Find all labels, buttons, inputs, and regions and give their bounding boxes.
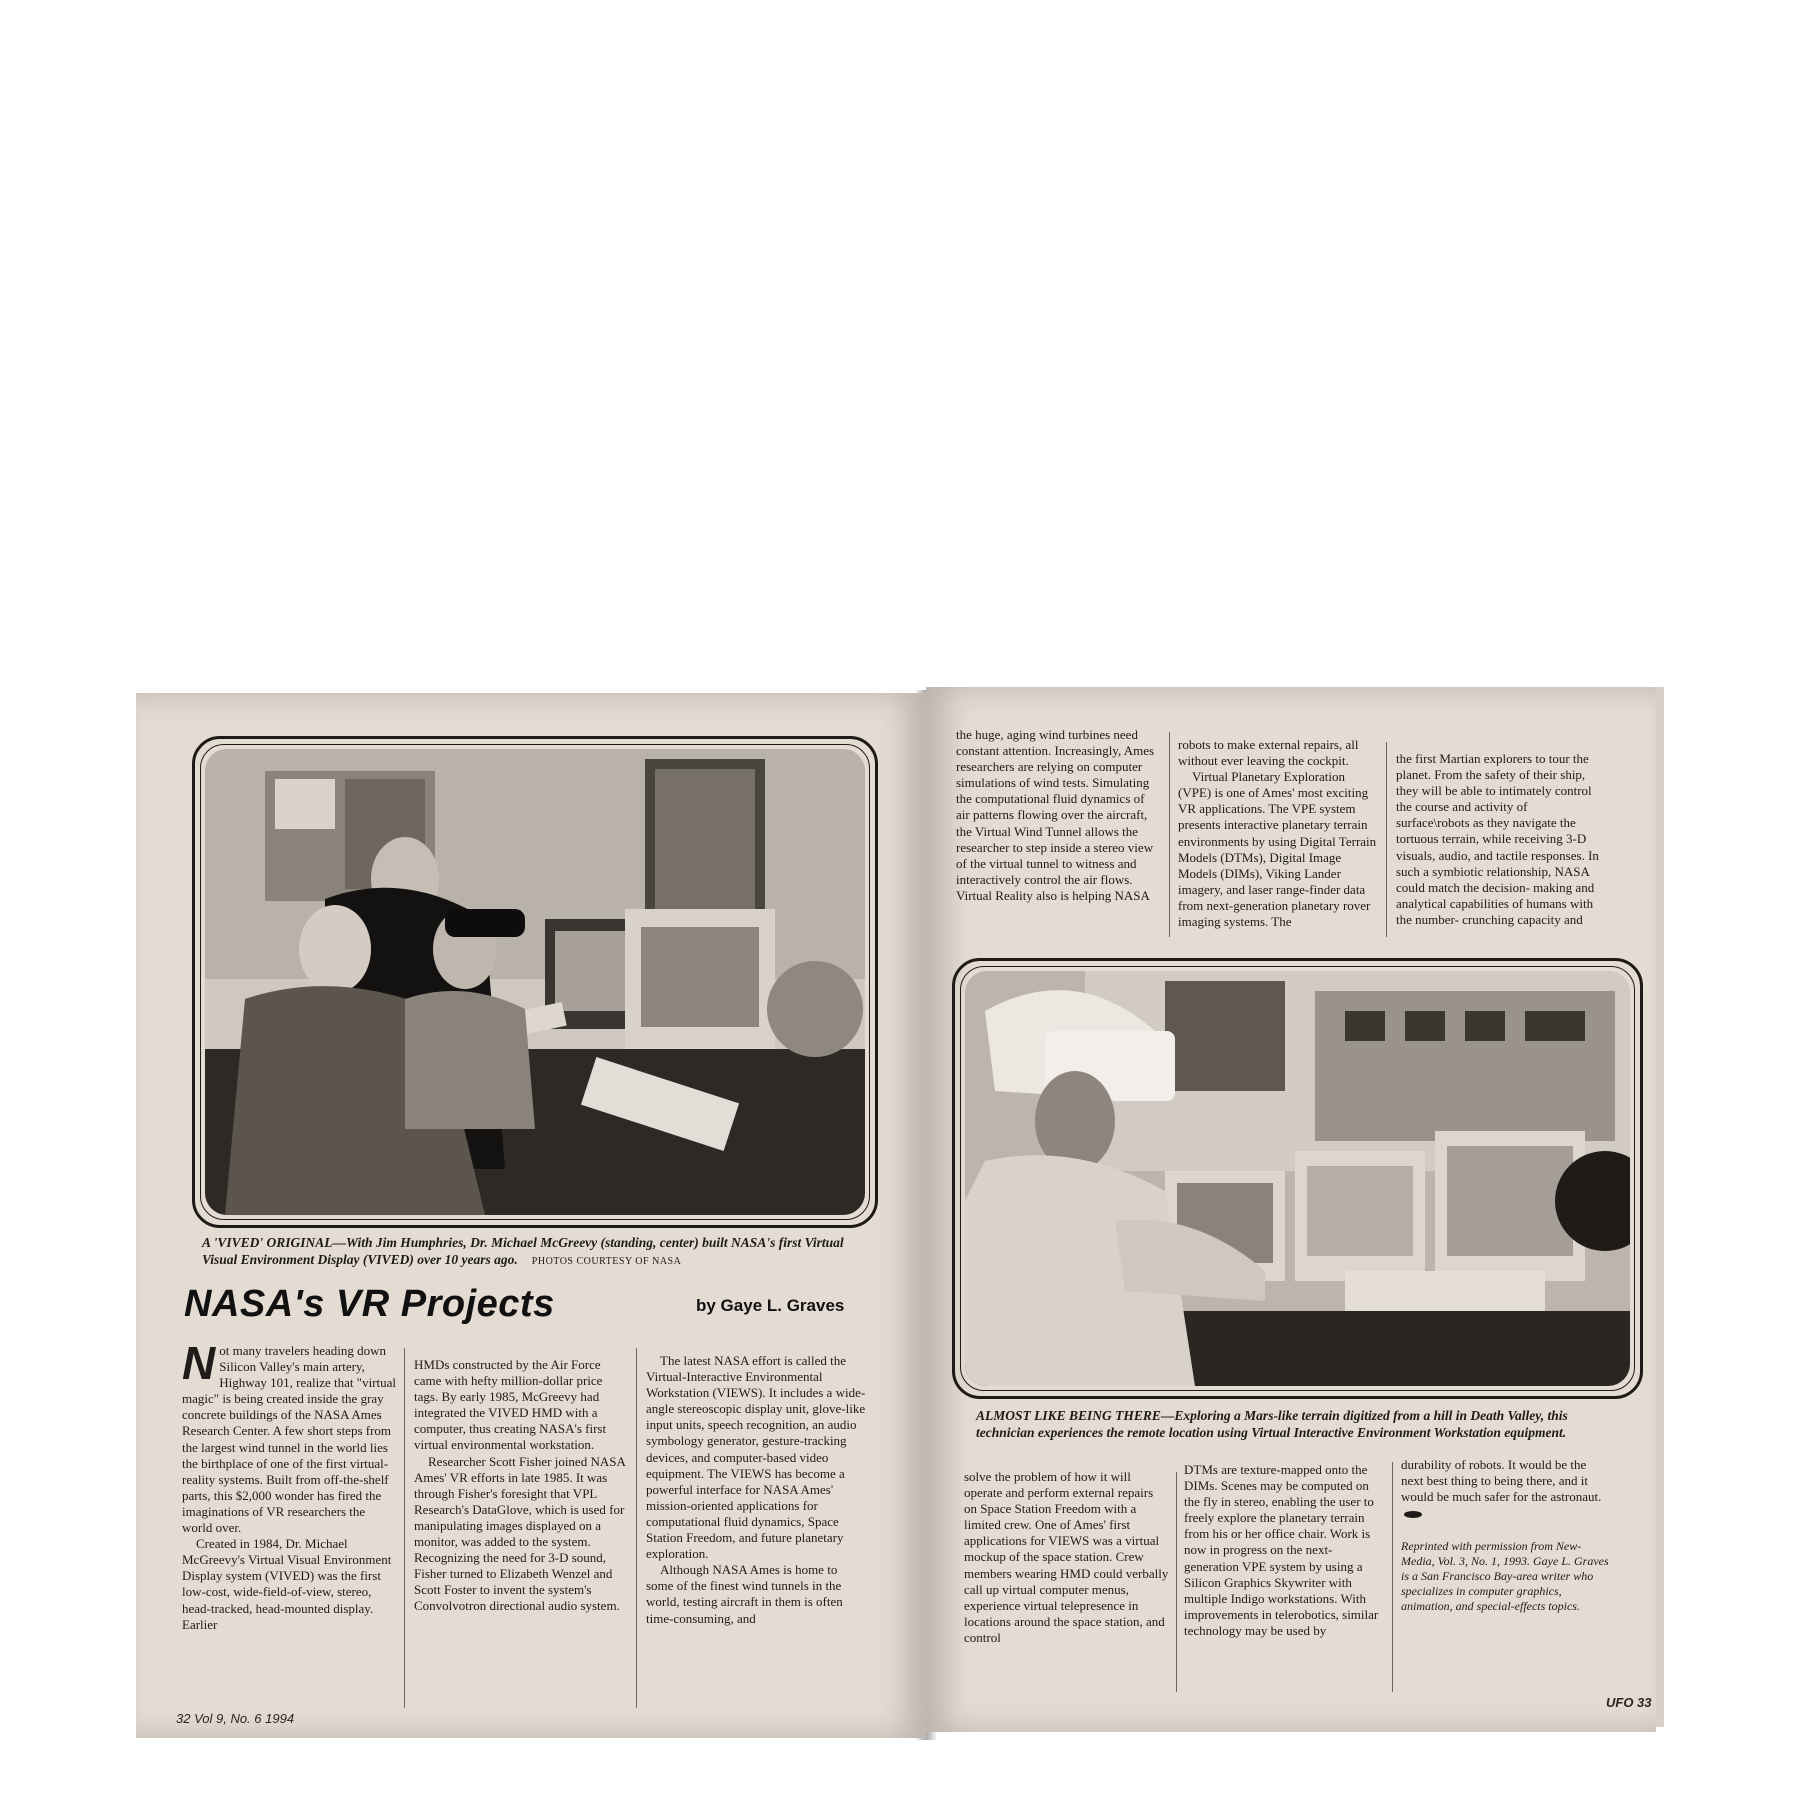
left-page — [136, 693, 926, 1738]
vived-caption-text: A 'VIVED' ORIGINAL—With Jim Humphries, Dr. Michael McGreevy (standing, center) built NASA's first Virtual Visual Environment Display (VIVED) over 10 years ago. — [202, 1235, 844, 1267]
left-column-2 — [414, 1357, 628, 1615]
right-top-column-1 — [956, 727, 1161, 904]
views-photo — [965, 971, 1630, 1386]
reprint-note: Reprinted with permission from New-Media, Vol. 3, No. 1, 1993. Gaye L. Graves is a San Francisco Bay-area writer who specializes in computer graphics, animation, and special-effects topics. — [1401, 1539, 1609, 1614]
photo-credit: PHOTOS COURTESY OF NASA — [531, 1256, 682, 1267]
end-mark-icon — [1404, 1511, 1422, 1518]
left-column-1 — [182, 1337, 397, 1633]
paragraph: The latest NASA effort is called the Virtual-Interactive Environmental Workstation (VIEWS). It includes a wide-angle stereoscopic display unit, glove-like input units, speech recognition, an audio symbology generator, gesture-tracking devices, and computer-based video equipment. The VIEWS has become a powerful interface for NASA Ames' mission-oriented applications for computational fluid dynamics, Space Station Freedom, and future planetary exploration. — [646, 1353, 866, 1562]
paragraph: the first Martian explorers to tour the planet. From the safety of their ship, they will be able to intimately control the course and activity of surface\robots as they navigate the tortuous terrain, while receiving 3-D visuals, audio, and tactile responses. In such a symbiotic relationship, NASA could match the decision- making and analytical capabilities of humans with the number- crunching capacity and — [1396, 751, 1599, 927]
article-byline: by Gaye L. Graves — [696, 1296, 845, 1315]
vived-photo — [205, 749, 865, 1215]
column-rule — [636, 1348, 637, 1708]
left-column-3 — [646, 1353, 866, 1627]
views-photo-frame — [952, 958, 1643, 1399]
right-bottom-column-1 — [964, 1469, 1169, 1646]
paragraph: the huge, aging wind turbines need constant attention. Increasingly, Ames researchers are relying on computer simulations of wind tests. Simulating the computational fluid dynamics of air patterns flowing over the aircraft, the Virtual Wind Tunnel allows the researcher to step inside a stereo view of the virtual tunnel to witness and interactively control the air flows. Virtual Reality also is helping NASA — [956, 727, 1155, 903]
right-top-column-2 — [1178, 737, 1378, 930]
paragraph: solve the problem of how it will operate and perform external repairs on Space Station Freedom with a limited crew. One of Ames' first applications for VIEWS was a virtual mockup of the space station. Crew members wearing HMD could verbally call up virtual computer menus, experience virtual telepresence in locations around the space station, and control — [964, 1469, 1169, 1645]
column-rule — [1176, 1472, 1177, 1692]
left-folio: 32 Vol 9, No. 6 1994 — [176, 1711, 295, 1726]
paragraph-text: ot many travelers heading down Silicon Valley's main artery, Highway 101, realize that "virtual magic" is being created inside the gray concrete buildings of the NASA Ames Research Center. A few short steps from the largest wind tunnel in the world lies the birthplace of one of the first virtual-reality systems. Built from off-the-shelf parts, this $2,000 wonder has fired the imaginations of VR researchers the world over. — [182, 1343, 397, 1536]
right-bottom-column-2 — [1184, 1462, 1384, 1639]
right-page — [926, 687, 1656, 1732]
vived-photo-caption — [202, 1234, 882, 1270]
article-headline: NASA's VR Projects — [184, 1283, 555, 1325]
column-rule — [1169, 732, 1170, 937]
right-top-column-3 — [1396, 751, 1601, 928]
paragraph: Although NASA Ames is home to some of the finest wind tunnels in the world, testing aircraft in them is often time-consuming, and — [646, 1562, 843, 1626]
column-rule — [404, 1348, 405, 1708]
right-folio: UFO 33 — [1606, 1695, 1652, 1710]
paragraph: robots to make external repairs, all without ever leaving the cockpit. — [1178, 737, 1359, 769]
paragraph: HMDs constructed by the Air Force came with hefty million-dollar price tags. By early 1985, McGreevy had integrated the VIVED HMD with a computer, thus creating NASA's first virtual environmental workstation. — [414, 1357, 607, 1453]
paragraph — [182, 1337, 397, 1536]
paragraph-text: durability of robots. It would be the next best thing to being there, and it would be much safer for the astronaut. — [1401, 1457, 1602, 1505]
column-rule — [1392, 1462, 1393, 1692]
right-bottom-column-3 — [1401, 1457, 1611, 1614]
paragraph: DTMs are texture-mapped onto the DIMs. Scenes may be computed on the fly in stereo, enabling the user to freely explore the planetary terrain from his or her office chair. Work is now in progress on the next-generation VPE system by using a Silicon Graphics Skywriter with multiple Indigo workstations. With improvements in telerobotics, similar technology may be used by — [1184, 1462, 1379, 1638]
paragraph: Researcher Scott Fisher joined NASA Ames' VR efforts in late 1985. It was through Fisher's foresight that VPL Research's DataGlove, which is used for manipulating images displayed on a monitor, was added to the system. Recognizing the need for 3-D sound, Fisher turned to Elizabeth Wenzel and Scott Foster to invent the system's Convolvotron directional audio system. — [414, 1453, 626, 1614]
drop-cap: N — [182, 1337, 216, 1389]
views-photo-caption: ALMOST LIKE BEING THERE—Exploring a Mars-like terrain digitized from a hill in Death Valley, this technician experiences the remote location using Virtual Interactive Environment Workstation equipment. — [976, 1408, 1568, 1440]
vived-photo-frame — [192, 736, 878, 1228]
page-edge — [1656, 687, 1664, 1727]
column-rule — [1386, 742, 1387, 937]
paragraph: Created in 1984, Dr. Michael McGreevy's Virtual Visual Environment Display system (VIVED) was the first low-cost, wide-field-of-view, stereo, head-tracked, head-mounted display. Earlier — [182, 1536, 392, 1632]
paragraph: Virtual Planetary Exploration (VPE) is one of Ames' most exciting VR applications. The VPE system presents interactive planetary terrain environments by using Digital Terrain Models (DTMs), Digital Image Models (DIMs), Viking Lander imagery, and laser range-finder data from next-generation planetary rover imaging systems. The — [1178, 769, 1377, 930]
paragraph — [1401, 1457, 1611, 1521]
